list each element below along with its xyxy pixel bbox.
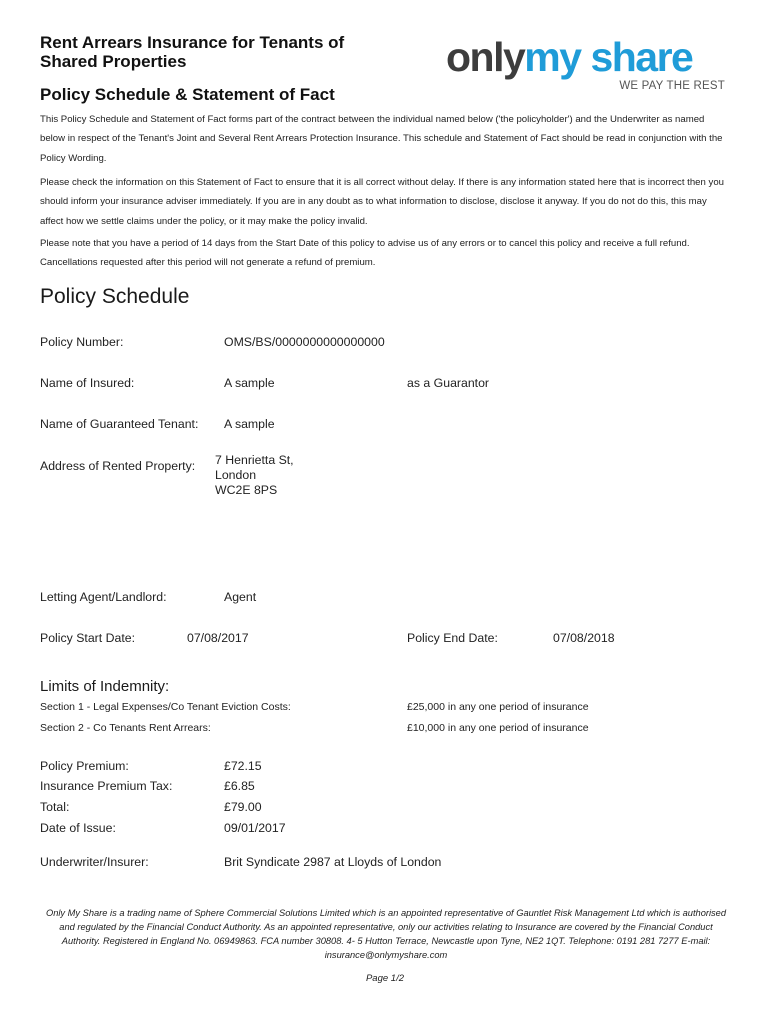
issue-date-label: Date of Issue:	[40, 821, 116, 835]
ipt-label: Insurance Premium Tax:	[40, 779, 173, 793]
onlymyshare-logo	[446, 34, 736, 96]
start-date-label: Policy Start Date:	[40, 631, 135, 645]
issue-date-value: 09/01/2017	[224, 821, 286, 835]
start-date-value: 07/08/2017	[187, 631, 249, 645]
intro-paragraph-1: This Policy Schedule and Statement of Fact forms part of the contract between the individual named below ('the policyholder') and the Underwriter as named below in respect of the Tenant's Joint and Several Rent Arrears Protection Insurance. This schedule and Statement of Fact should be read in conjunction with the Policy Wording.	[40, 114, 723, 164]
indemnity-section2-label: Section 2 - Co Tenants Rent Arrears:	[40, 722, 211, 734]
indemnity-heading: Limits of Indemnity:	[40, 678, 170, 695]
policy-number-value: OMS/BS/0000000000000000	[224, 335, 385, 349]
policy-schedule-heading: Policy Schedule	[40, 285, 190, 308]
total-label: Total:	[40, 800, 70, 814]
indemnity-section1-value: £25,000 in any one period of insurance	[407, 701, 589, 713]
tenant-label: Name of Guaranteed Tenant:	[40, 417, 199, 431]
ipt-value: £6.85	[224, 779, 255, 793]
end-date-label: Policy End Date:	[407, 631, 498, 645]
agent-label: Letting Agent/Landlord:	[40, 590, 167, 604]
end-date-value: 07/08/2018	[553, 631, 615, 645]
logo-tagline: WE PAY THE REST	[619, 80, 725, 92]
section-title: Policy Schedule & Statement of Fact	[40, 85, 335, 104]
premium-label: Policy Premium:	[40, 759, 129, 773]
indemnity-section1-label: Section 1 - Legal Expenses/Co Tenant Eviction Costs:	[40, 701, 291, 713]
insured-role: as a Guarantor	[407, 376, 490, 390]
underwriter-value: Brit Syndicate 2987 at Lloyds of London	[224, 855, 442, 869]
insured-value: A sample	[224, 376, 275, 390]
address-label: Address of Rented Property:	[40, 459, 196, 473]
intro-paragraph-2: Please check the information on this Statement of Fact to ensure that it is all correct without delay. If there is any information stated here that is incorrect then you should inform your insurance adviser immediately. If you are in any doubt as to what information to disclose, disclose it anyway. If you do not do this, this may affect how we settle claims under the policy, or it may make the policy invalid.	[40, 177, 724, 227]
footer-disclaimer: Only My Share is a trading name of Sphere Commercial Solutions Limited which is an appointed representative of Gauntlet Risk Management Ltd which is authorised and regulated by the Financial Conduct Authority. As an appointed representative, only our activities relating to Insurance are covered by the Financial Conduct Authority. Registered in England No. 06949863. FCA number 30808. 4- 5 Hutton Terrace, Newcastle upon Tyne, NE2 1QT. Telephone: 0191 281 7277 E-mail: insurance@onlymyshare.com	[45, 908, 727, 960]
policy-number-label: Policy Number:	[40, 335, 124, 349]
logo-word-myshare: my share	[524, 34, 693, 80]
underwriter-label: Underwriter/Insurer:	[40, 855, 149, 869]
tenant-value: A sample	[224, 417, 275, 431]
agent-value: Agent	[224, 590, 257, 604]
intro-paragraph-3: Please note that you have a period of 14 days from the Start Date of this policy to advise us of any errors or to cancel this policy and receive a full refund. Cancellations requested after this period will not generate a refund of premium.	[40, 238, 690, 269]
total-value: £79.00	[224, 800, 262, 814]
page-number: Page 1/2	[365, 973, 405, 984]
document-title: Rent Arrears Insurance for Tenants of Shared Properties	[40, 33, 345, 71]
insured-label: Name of Insured:	[40, 376, 135, 390]
logo-word-only: only	[446, 34, 525, 80]
premium-value: £72.15	[224, 759, 262, 773]
address-value: 7 Henrietta St, London WC2E 8PS	[215, 453, 294, 497]
indemnity-section2-value: £10,000 in any one period of insurance	[407, 722, 589, 734]
